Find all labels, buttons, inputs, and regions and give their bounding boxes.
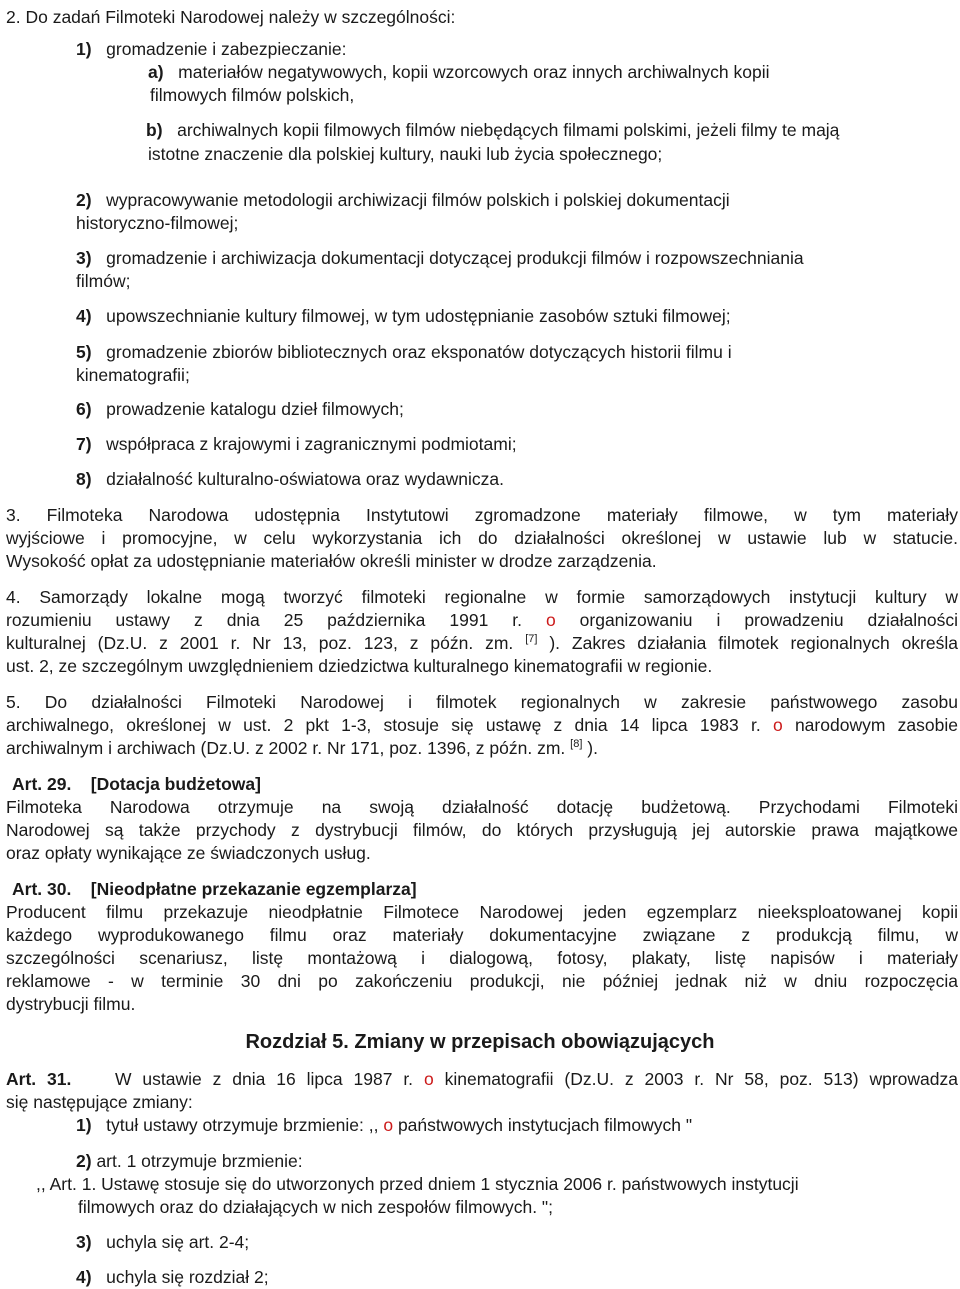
text-run: archiwalnego, określonej w ust. 2 pkt 1-3, stosuje się ustawę z dnia 14 lipca 1983 r. xyxy=(6,715,761,735)
section-3-line-3: Wysokość opłat za udostępnianie materiałów określi minister w drodze zarządzenia. xyxy=(6,551,657,571)
list-number: 2) xyxy=(76,190,92,210)
list-text: gromadzenie zbiorów bibliotecznych oraz eksponatów dotyczących historii filmu i xyxy=(106,342,732,362)
list-text: art. 1 otrzymuje brzmienie: xyxy=(96,1151,303,1171)
section-2-intro: 2. Do zadań Filmoteki Narodowej należy w szczególności: xyxy=(6,7,456,27)
list-text: prowadzenie katalogu dzieł filmowych; xyxy=(106,399,404,419)
list-item-5 xyxy=(76,341,732,364)
text-run: archiwalnym i archiwach (Dz.U. z 2002 r. Nr 171, poz. 1396, z późn. zm. xyxy=(6,738,566,758)
list-text: działalność kulturalno-oświatowa oraz wydawnicza. xyxy=(106,469,504,489)
list-item-1a-cont: filmowych filmów polskich, xyxy=(150,85,355,105)
article-label: Art. 30. xyxy=(12,879,72,899)
list-item-4 xyxy=(76,305,731,328)
section-3-line-2: wyjściowe i promocyjne, w celu wykorzystania ich do działalności określonej w ustawie lub w statucie. xyxy=(6,528,958,548)
red-o: o xyxy=(772,715,783,735)
text-run: organizowaniu i prowadzeniu działalności xyxy=(579,610,958,630)
list-number: 6) xyxy=(76,399,92,419)
list-text: wypracowywanie metodologii archiwizacji filmów polskich i polskiej dokumentacji xyxy=(106,190,730,210)
art-30-line-2: każdego wyprodukowanego filmu oraz materiały dokumentacyjne związane z produkcją filmu, w xyxy=(6,925,958,945)
list-number: 1) xyxy=(76,39,92,59)
list-number: 4) xyxy=(76,306,92,326)
art-31-item-2 xyxy=(76,1150,303,1173)
text-run: kulturalnej (Dz.U. z 2001 r. Nr 13, poz. 123, z późn. zm. xyxy=(6,633,514,653)
quote-line-2: filmowych oraz do działających w nich zespołów filmowych. "; xyxy=(78,1197,554,1217)
footnote-ref: [7] xyxy=(525,633,538,645)
list-text: gromadzenie i zabezpieczanie: xyxy=(106,39,347,59)
red-o: o xyxy=(423,1069,434,1089)
text-run: W ustawie z dnia 16 lipca 1987 r. xyxy=(114,1069,414,1089)
section-3-line-1: 3. Filmoteka Narodowa udostępnia Instytutowi zgromadzone materiały filmowe, w tym materiały xyxy=(6,505,958,525)
list-text: uchyla się art. 2-4; xyxy=(106,1232,250,1252)
text-run: państwowych instytucjach filmowych " xyxy=(397,1115,693,1135)
list-number: 4) xyxy=(76,1267,92,1287)
article-label: Art. 31. xyxy=(6,1069,72,1089)
art-31-item-1 xyxy=(76,1114,692,1137)
text-run: ). xyxy=(587,738,598,758)
text-run: rozumieniu ustawy z dnia 25 października 1991 r. xyxy=(6,610,522,630)
list-text: upowszechnianie kultury filmowej, w tym udostępnianie zasobów sztuki filmowej; xyxy=(106,306,731,326)
article-label: Art. 29. xyxy=(12,774,72,794)
section-4-line-1: 4. Samorządy lokalne mogą tworzyć filmoteki regionalne w formie samorządowych instytucji kultury w xyxy=(6,587,958,607)
list-letter: a) xyxy=(148,62,164,82)
list-text: współpraca z krajowymi i zagranicznymi podmiotami; xyxy=(106,434,517,454)
footnote-ref: [8] xyxy=(570,738,583,750)
list-item-7 xyxy=(76,433,517,456)
list-item-2-cont: historyczno-filmowej; xyxy=(76,213,239,233)
art-30-heading xyxy=(12,878,417,901)
list-item-1b xyxy=(146,119,839,142)
list-number: 8) xyxy=(76,469,92,489)
section-5-line-3 xyxy=(6,737,598,760)
article-title: [Dotacja budżetowa] xyxy=(90,774,261,794)
list-number: 1) xyxy=(76,1115,92,1135)
art-30-line-1: Producent filmu przekazuje nieodpłatnie Filmotece Narodowej jeden egzemplarz nieeksploatowanej kopii xyxy=(6,902,958,922)
list-item-5-cont: kinematografii; xyxy=(76,365,190,385)
art-30-line-5: dystrybucji filmu. xyxy=(6,994,136,1014)
art-29-line-3: oraz opłaty wynikające ze świadczonych usług. xyxy=(6,843,371,863)
list-text: archiwalnych kopii filmowych filmów niebędących filmami polskimi, jeżeli filmy te mają xyxy=(177,120,840,140)
list-number: 5) xyxy=(76,342,92,362)
article-title: [Nieodpłatne przekazanie egzemplarza] xyxy=(90,879,417,899)
art-31-line-2: się następujące zmiany: xyxy=(6,1092,193,1112)
list-item-1 xyxy=(76,38,346,61)
list-item-1b-cont: istotne znaczenie dla polskiej kultury, nauki lub życia społecznego; xyxy=(148,144,663,164)
list-item-3 xyxy=(76,247,804,270)
list-number: 3) xyxy=(76,248,92,268)
art-30-line-3: szczególności scenariusz, listę montażową i dialogową, fotosy, plakaty, listę napisów i materiały xyxy=(6,948,958,968)
list-text: materiałów negatywowych, kopii wzorcowych oraz innych archiwalnych kopii xyxy=(178,62,770,82)
red-o: o xyxy=(383,1115,394,1135)
text-run: kinematografii (Dz.U. z 2003 r. Nr 58, poz. 513) wprowadza xyxy=(444,1069,958,1089)
list-letter: b) xyxy=(146,120,163,140)
list-item-1a xyxy=(148,61,770,84)
chapter-heading: Rozdział 5. Zmiany w przepisach obowiązujących xyxy=(245,1031,715,1053)
text-run: narodowym zasobie xyxy=(794,715,958,735)
text-run: ). Zakres działania filmotek regionalnych określa xyxy=(549,633,958,653)
list-number: 2) xyxy=(76,1151,92,1171)
art-30-line-4: reklamowe - w terminie 30 dni po zakończeniu produkcji, nie później jednak niż w dniu rozpoczęcia xyxy=(6,971,958,991)
art-29-line-1: Filmoteka Narodowa otrzymuje na swoją działalność dotację budżetową. Przychodami Filmoteki xyxy=(6,797,958,817)
list-text: uchyla się rozdział 2; xyxy=(106,1267,269,1287)
art-31-item-3 xyxy=(76,1231,249,1254)
list-number: 7) xyxy=(76,434,92,454)
section-4-line-4: ust. 2, ze szczególnym uwzględnieniem dziedzictwa kulturalnego kinematografii w regionie. xyxy=(6,656,713,676)
art-29-heading xyxy=(12,773,261,796)
section-5-line-1: 5. Do działalności Filmoteki Narodowej i filmotek regionalnych w zakresie państwowego zasobu xyxy=(6,692,958,712)
list-item-6 xyxy=(76,398,404,421)
list-item-8 xyxy=(76,468,504,491)
text-run: tytuł ustawy otrzymuje brzmienie: ,, xyxy=(106,1115,379,1135)
art-31-item-4 xyxy=(76,1266,269,1289)
list-item-3-cont: filmów; xyxy=(76,271,131,291)
list-number: 3) xyxy=(76,1232,92,1252)
red-o: o xyxy=(545,610,556,630)
art-29-line-2: Narodowej są także przychody z dystrybucji filmów, do których przysługują jej autorskie prawa majątkowe xyxy=(6,820,958,840)
list-text: gromadzenie i archiwizacja dokumentacji dotyczącej produkcji filmów i rozpowszechniania xyxy=(106,248,804,268)
quote-line-1: ,, Art. 1. Ustawę stosuje się do utworzonych przed dniem 1 stycznia 2006 r. państwowych instytucji xyxy=(36,1174,799,1194)
list-item-2 xyxy=(76,189,730,212)
